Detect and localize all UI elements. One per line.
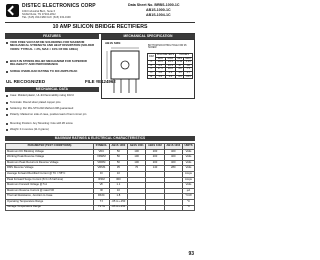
param-cell: RMS Reverse Voltage (6, 166, 94, 172)
mech-item: Terminals: Round silver plated copper pins (10, 101, 95, 104)
mechanical-data-header: MECHANICAL DATA (5, 87, 99, 92)
dim-cell: .17 (184, 71, 193, 75)
page-number: 93 (188, 251, 194, 257)
dim-cell: .71 (184, 68, 193, 72)
mechanical-spec-header: MECHANICAL SPECIFICATION (101, 34, 195, 39)
header-divider (5, 22, 195, 23)
dim-header: DIM (148, 54, 156, 61)
value-cell (164, 205, 182, 211)
part-number: AB1S-1000-1C (146, 8, 171, 12)
unit-cell: Volts (182, 149, 194, 155)
value-cell: 35 (109, 166, 127, 172)
mech-item: Case: Molded plastic, UL-94 flammability rating 94V-0 (10, 94, 95, 97)
dim-cell: 3.8 (155, 71, 165, 75)
dim-subheader: MAX (165, 57, 176, 61)
feature-item: VOID FREE VACUUM DIE SOLDERING FOR MAXIMUM MECHANICAL STRENGTH AND HEAT DISSIPATION (SOLDER VOIDS: TYPICAL < 2%, MAX < 10% OF DIE AREA) (10, 41, 95, 51)
dim-subheader: MAX (185, 56, 191, 60)
unit-cell: °C/W (182, 194, 194, 200)
value-cell: -65 to +150 (109, 205, 127, 211)
symbol-cell: RθJC (94, 194, 110, 200)
part-numbers (146, 9, 171, 17)
features-header: FEATURES (5, 34, 99, 39)
bridge-package-drawing (105, 47, 145, 97)
param-column-header: PARAMETER (TEST CONDITIONS) (6, 144, 94, 150)
symbol-cell: TJ (94, 199, 110, 205)
mech-item: Polarity: Marked on side of case, positive lead of bent corner pin (10, 113, 95, 116)
page-title: 10 AMP SILICON BRIDGE RECTIFIERS (52, 24, 148, 30)
company-logo (6, 4, 19, 17)
value-cell: 70 (128, 166, 146, 172)
symbol-cell: VF (94, 183, 110, 189)
dim-cell: 18.0 (165, 68, 176, 72)
symbol-cell: TSTG (94, 205, 110, 211)
symbol-cell: IO (94, 171, 110, 177)
address-line: NASHVILLE, TN 37204-2812 (22, 12, 56, 16)
value-cell: 400 (164, 155, 182, 161)
dim-cell: E (148, 75, 156, 79)
symbol-column-header: SYMBOL (94, 144, 110, 150)
dim-cell: 1.15 (185, 60, 191, 64)
mech-item: Mounting Position: Any Mounting: hole with #6 screw (10, 122, 95, 125)
package-label: AB1S SIZE (105, 41, 121, 45)
units-column-header: UNITS (182, 144, 194, 150)
symbol-cell: IFSM (94, 177, 110, 183)
value-cell: 1.8 (109, 194, 127, 200)
type-column-header: AB1S 1004 (164, 144, 182, 150)
dim-cell: A (148, 61, 156, 65)
value-cell: -65 to +150 (109, 199, 127, 205)
symbol-cell: VRRM (94, 160, 110, 166)
ratings-body (6, 149, 195, 211)
value-cell: 50 (109, 155, 127, 161)
dim-cell: 4.3 (165, 71, 176, 75)
value-cell: 1.1 (109, 183, 127, 189)
address-line: TEL: (615) 333-1980 FAX: (615) 333-1990 (22, 15, 71, 19)
param-cell: Maximum DC Blocking Voltage (6, 149, 94, 155)
dim-cell: .055 (185, 74, 191, 78)
dim-header: INCHES (176, 54, 193, 58)
value-cell: 50 (109, 149, 127, 155)
company-address (22, 10, 71, 19)
unit-cell: °C (182, 205, 194, 211)
ratings-header: MAXIMUM RATINGS & ELECTRICAL CHARACTERISTICS (5, 136, 195, 141)
dim-cell: 28.4 (155, 61, 165, 65)
value-cell (128, 205, 146, 211)
value-cell: 400 (164, 149, 182, 155)
value-cell: 200 (146, 155, 164, 161)
symbol-cell: IR (94, 188, 110, 194)
type-column-header: AB1S 1001 (128, 144, 146, 150)
type-column-header: AB1S 1000 (109, 144, 127, 150)
dim-cell: .69 (176, 68, 184, 72)
dim-cell: .40 (184, 64, 193, 68)
param-cell: Maximum Forward Voltage @ 5 A (6, 183, 94, 189)
dim-cell: 1.2 (155, 75, 165, 79)
dim-cell: B (148, 64, 156, 68)
package-spec-box (101, 39, 195, 99)
dim-cell: 29.1 (165, 61, 176, 65)
dimension-row (148, 75, 193, 79)
param-cell: Operating Temperature Range (6, 199, 94, 205)
part-number: AB1S-1004-1C (146, 12, 171, 17)
value-cell: 200 (146, 149, 164, 155)
dim-subheader: MIN (155, 57, 165, 61)
feature-item: SURGE OVERLOAD RATING TO 300 AMPS PEAK (10, 70, 95, 73)
param-cell: Peak Forward Surge Current (8.3 mS half sine) (6, 177, 94, 183)
unit-cell: Volts (182, 155, 194, 161)
value-cell: 100 (128, 155, 146, 161)
unit-cell: µA (182, 188, 194, 194)
feature-item: BUILT-IN STRESS RELIEF MECHANISM FOR SUPERIOR RELIABILITY AND PERFORMANCE (10, 60, 95, 67)
dim-cell: 1.12 (177, 60, 183, 64)
symbol-cell: VDC (94, 149, 110, 155)
datasheet-number: Data Sheet No. BRBS-1000-1C (128, 3, 180, 7)
symbol-cell: VRMS (94, 166, 110, 172)
value-cell: 100 (128, 149, 146, 155)
param-cell: Storage Temperature Range (6, 205, 94, 211)
unit-cell: Volts (182, 160, 194, 166)
value-cell: 10 (109, 188, 127, 194)
value-cell: 300 (109, 177, 127, 183)
value-cell: 100 (128, 160, 146, 166)
dim-cell: D (148, 71, 156, 75)
unit-cell: Volts (182, 183, 194, 189)
mech-item: Weight: 0.4 ounces (11.3 grams) (10, 128, 95, 131)
ratings-table (5, 143, 195, 211)
type-column-header: AB1S 1002 (146, 144, 164, 150)
dim-subheader: MIN (177, 56, 183, 60)
dim-cell: 17.5 (155, 68, 165, 72)
value-cell: 400 (164, 160, 182, 166)
unit-cell: Volts (182, 166, 194, 172)
value-cell: 50 (109, 160, 127, 166)
dim-cell: 10.1 (165, 64, 176, 68)
dimension-table (147, 53, 193, 79)
symbol-cell: VRWM (94, 155, 110, 161)
value-cell: 140 (146, 166, 164, 172)
mech-item: Soldering: Per MIL-STD-202 Method 208 guaranteed (10, 107, 95, 110)
value-cell: 280 (164, 166, 182, 172)
value-cell: 200 (146, 160, 164, 166)
dim-cell: C (148, 68, 156, 72)
ul-recognized: UL RECOGNIZED (6, 79, 46, 84)
value-cell (146, 205, 164, 211)
unit-cell: Amps (182, 177, 194, 183)
dim-cell: .05 (176, 75, 184, 79)
company-name: DISTEC ELECTRONICS CORP (22, 3, 96, 9)
package-note: BOTTOM MOUNTING HOLE FOR #6 SCREW (148, 45, 187, 50)
unit-cell: Amps (182, 171, 194, 177)
value-cell: 10 (109, 171, 127, 177)
rating-row (6, 205, 195, 211)
dim-header: MILLIMETERS (156, 53, 175, 56)
param-cell: Maximum Peak Recurrent Reverse Voltage (6, 160, 94, 166)
address-line: 1640 Industrial Blvd., Suite 6 (22, 9, 56, 13)
dim-cell: 1.4 (165, 75, 176, 79)
dim-cell: .15 (176, 71, 184, 75)
param-cell: Maximum Reverse Current @ rated VR (6, 188, 94, 194)
param-cell: Thermal Resistance, Junction to Case (6, 194, 94, 200)
ul-file-number: FILE #E124962 (85, 79, 116, 84)
dim-cell: .37 (176, 64, 184, 68)
param-cell: Average Forward Rectified Current @ TC = 55°C (6, 171, 94, 177)
dim-cell: 9.4 (155, 64, 165, 68)
param-cell: Working Peak Reverse Voltage (6, 155, 94, 161)
unit-cell: °C (182, 199, 194, 205)
